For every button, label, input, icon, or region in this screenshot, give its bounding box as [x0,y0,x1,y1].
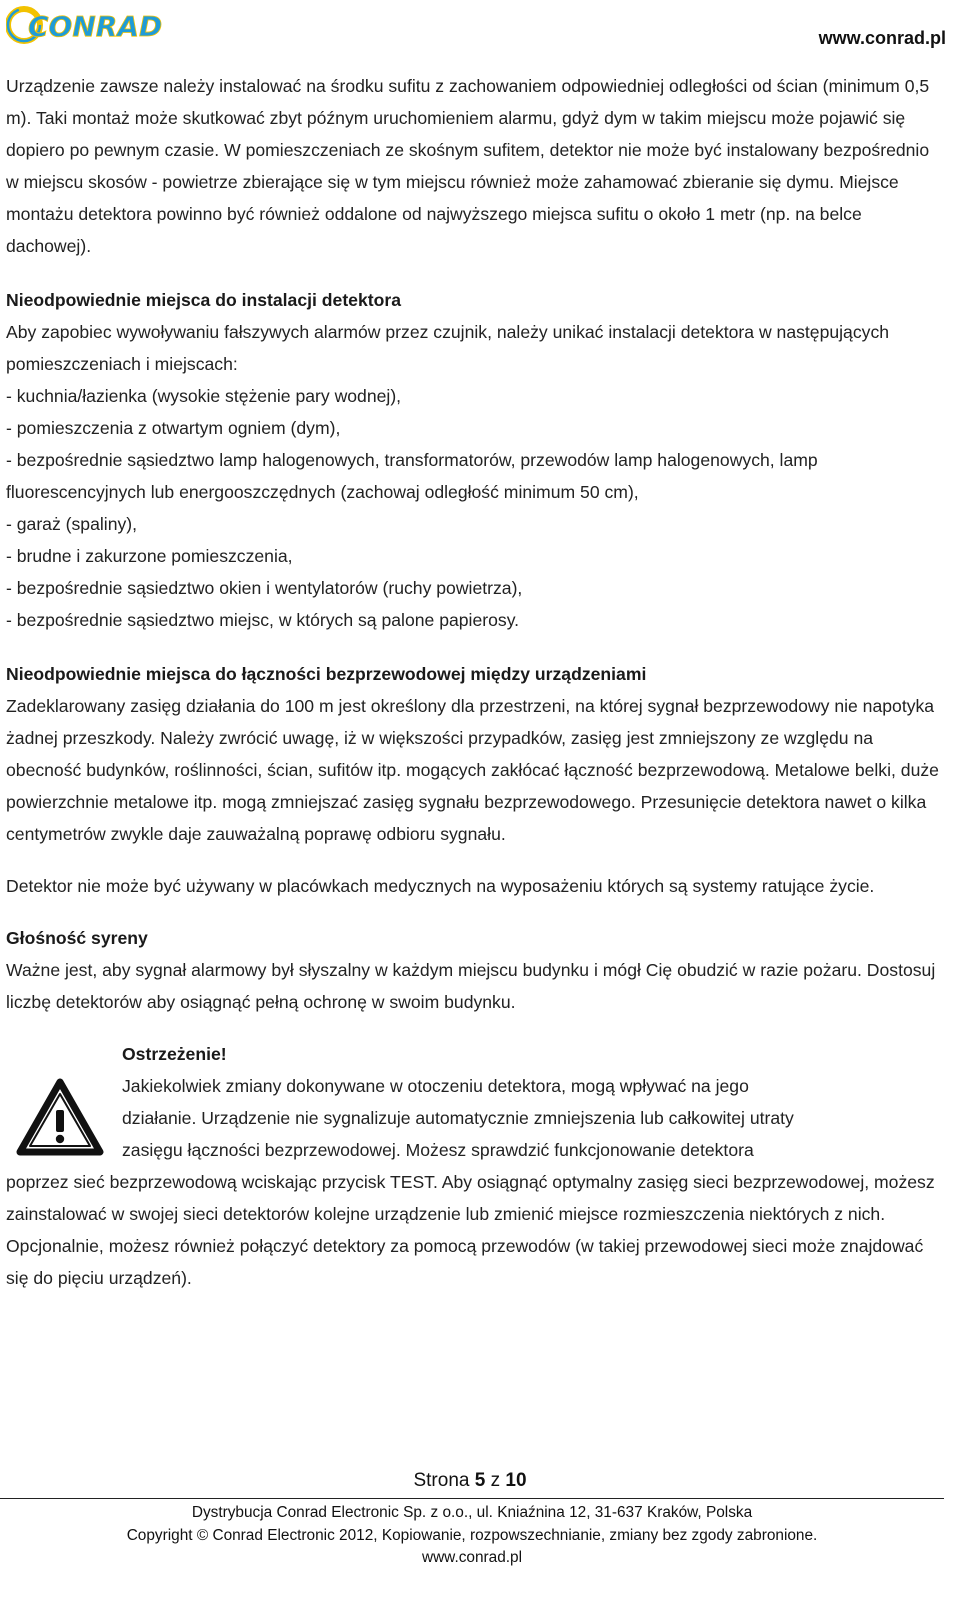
page-number [0,1470,960,1492]
list-item: - bezpośrednie sąsiedztwo miejsc, w których są palone papierosy. [6,610,520,630]
warning-line: Jakiekolwiek zmiany dokonywane w otoczeniu detektora, mogą wpływać na jego [122,1076,749,1096]
list-item: - bezpośrednie sąsiedztwo okien i wentylatorów (ruchy powietrza), [6,578,523,598]
warning-line: działanie. Urządzenie nie sygnalizuje automatycznie zmniejszenia lub całkowitej utraty [122,1108,794,1128]
header-site-url: www.conrad.pl [818,28,946,48]
logo-text: CONRAD [28,10,163,43]
footer-distribution: Dystrybucja Conrad Electronic Sp. z o.o., ul. Kniaźnina 12, 31-637 Kraków, Polska [191,1504,753,1521]
conrad-logo [6,4,166,46]
section-heading-wireless: Nieodpowiednie miejsca do łączności bezprzewodowej między urządzeniami [6,664,647,684]
wireless-paragraph: Zadeklarowany zasięg działania do 100 m jest określony dla przestrzeni, na której sygnał bezprzewodowy nie napotyka żadnej przeszkody. Należy zwrócić uwagę, iż w większości przypadków, zasięg jest zmniejszony ze względu na obecność budynków, roślinności, ścian, sufitów itp. mogących zakłócać łączność bezprzewodową. Metalowe belki, duże powierzchnie metalowe itp. mogą zmniejszać zasięg sygnału bezprzewodowego. Przesunięcie detektora nawet o kilka centymetrów zwykle daje zauważalną poprawę odbioru sygnału. [6,696,939,844]
warning-title: Ostrzeżenie! [122,1044,227,1064]
intro-paragraph: Urządzenie zawsze należy instalować na środku sufitu z zachowaniem odpowiedniej odległości od ścian (minimum 0,5 m). Taki montaż może skutkować zbyt późnym uruchomieniem alarmu, gdyż dym w takim miejscu może pojawić się dopiero po pewnym czasie. W pomieszczeniach ze skośnym sufitem, detektor nie może być instalowany bezpośrednio w miejscu skosów - powietrze zbierające się w tym miejscu również może zahamować zbieranie się dymu. Miejsce montażu detektora powinno być również oddalone od najwyższego miejsca sufitu o około 1 metr (np. na belce dachowej). [6,76,930,256]
list-item: - kuchnia/łazienka (wysokie stężenie pary wodnej), [6,386,402,406]
footer-copyright: Copyright © Conrad Electronic 2012, Kopiowanie, rozpowszechnianie, zmiany bez zgody zabronione. [126,1526,818,1544]
page-current: 5 [474,1470,486,1491]
medical-note-paragraph: Detektor nie może być używany w placówkach medycznych na wyposażeniu których są systemy ratujące życie. [6,876,875,896]
warning-text [6,1038,940,1166]
footer-url: www.conrad.pl [421,1549,523,1566]
installation-intro: Aby zapobiec wywoływaniu fałszywych alarmów przez czujnik, należy unikać instalacji detektora w następujących pomieszczeniach i miejscach: [6,322,890,374]
document-content [6,70,940,1294]
warning-triangle-icon [14,1076,106,1158]
section-heading-installation: Nieodpowiednie miejsca do instalacji detektora [6,290,401,310]
footer-divider [0,1498,944,1499]
list-item: - brudne i zakurzone pomieszczenia, [6,546,293,566]
warning-line: zasięgu łączności bezprzewodowej. Możesz sprawdzić funkcjonowanie detektora [122,1140,754,1160]
list-item: - pomieszczenia z otwartym ogniem (dym), [6,418,341,438]
page-footer [0,1470,960,1566]
list-item: - bezpośrednie sąsiedztwo lamp halogenowych, transformatorów, przewodów lamp halogenowych, lamp fluorescencyjnych lub energooszczędnych (zachowaj odległość minimum 50 cm), [6,450,818,502]
warning-continuation: poprzez sieć bezprzewodową wciskając przycisk TEST. Aby osiągnąć optymalny zasięg sieci bezprzewodowej, możesz zainstalować w swojej sieci detektorów kolejne urządzenie lub zmienić miejsce rozmieszczenia niektórych z nich. Opcjonalnie, możesz również połączyć detektory za pomocą przewodów (w takiej przewodowej sieci może znajdować się do pięciu urządzeń). [6,1172,935,1288]
page-header [0,0,960,60]
siren-paragraph: Ważne jest, aby sygnał alarmowy był słyszalny w każdym miejscu budynku i mógł Cię obudzić w razie pożaru. Dostosuj liczbę detektorów aby osiągnąć pełną ochronę w swoim budynku. [6,960,936,1012]
page-total: 10 [505,1470,527,1491]
section-heading-siren: Głośność syreny [6,928,148,948]
page-label: Strona [413,1470,470,1491]
footer-text [0,1502,944,1570]
warning-block [6,1038,940,1294]
list-item: - garaż (spaliny), [6,514,138,534]
page-separator: z [490,1470,501,1491]
